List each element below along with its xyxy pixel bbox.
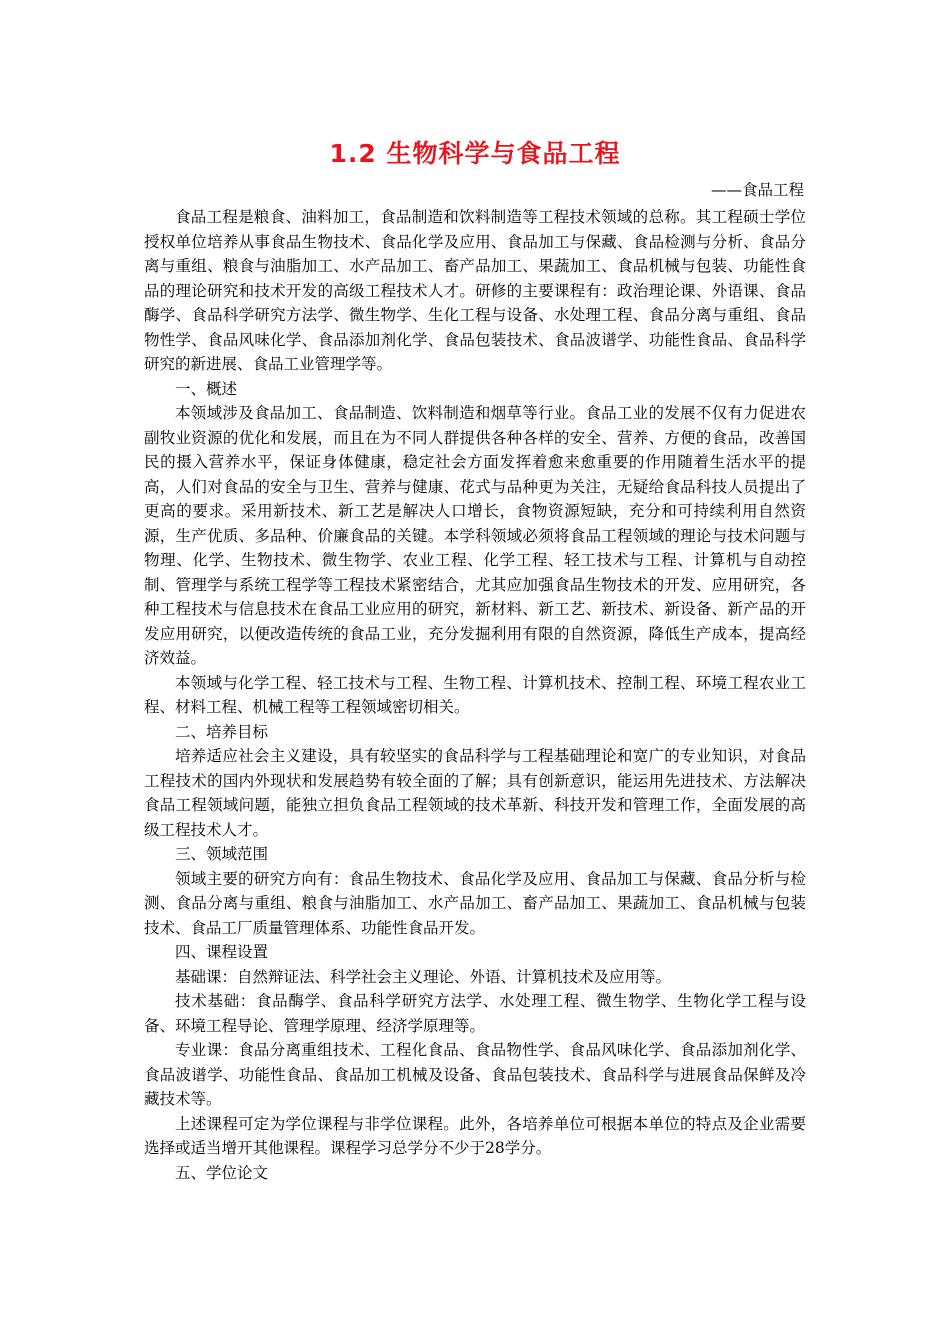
credits-paragraph: 上述课程可定为学位课程与非学位课程。此外，各培养单位可根据本单位的特点及企业需要选择或适当增开其他课程。课程学习总学分不少于28学分。 <box>144 1114 806 1157</box>
related-fields-paragraph: 本领域与化学工程、轻工技术与工程、生物工程、计算机技术、控制工程、环境工程农业工程、材料工程、机械工程等工程领域密切相关。 <box>144 673 806 716</box>
technical-courses-paragraph: 技术基础：食品酶学、食品科学研究方法学、水处理工程、微生物学、生物化学工程与设备、环境工程导论、管理学原理、经济学原理等。 <box>144 992 806 1035</box>
page-title: 1.2 生物科学与食品工程 <box>329 139 621 168</box>
section-heading-goals: 二、培养目标 <box>175 722 269 741</box>
section-heading-overview: 一、概述 <box>175 379 238 398</box>
section-heading-scope: 三、领域范围 <box>175 845 269 863</box>
document-body <box>144 205 806 1185</box>
section-heading-courses: 四、课程设置 <box>175 943 269 961</box>
section-heading-thesis: 五、学位论文 <box>175 1163 269 1182</box>
goals-paragraph: 培养适应社会主义建设，具有较坚实的食品科学与工程基础理论和宽广的专业知识，对食品工程技术的国内外现状和发展趋势有较全面的了解；具有创新意识，能运用先进技术、方法解决食品工程领域问题，能独立担负食品工程领域的技术革新、科技开发和管理工作，全面发展的高级工程技术人才。 <box>144 747 806 839</box>
basic-courses-paragraph: 基础课：自然辩证法、科学社会主义理论、外语、计算机技术及应用等。 <box>175 967 672 986</box>
major-courses-paragraph: 专业课：食品分离重组技术、工程化食品、食品物性学、食品风味化学、食品添加剂化学、食品波谱学、功能性食品、食品加工机械及设备、食品包装技术、食品科学与进展食品保鲜及冷藏技术等。 <box>144 1041 806 1108</box>
subtitle: ——食品工程 <box>710 181 804 199</box>
intro-paragraph: 食品工程是粮食、油料加工，食品制造和饮料制造等工程技术领域的总称。其工程硕士学位授权单位培养从事食品生物技术、食品化学及应用、食品加工与保藏、食品检测与分析、食品分离与重组、粮食与油脂加工、水产品加工、畜产品加工、果蔬加工、食品机械与包装、功能性食品的理论研究和技术开发的高级工程技术人才。研修的主要课程有：政治理论课、外语课、食品酶学、食品科学研究方法学、微生物学、生化工程与设备、水处理工程、食品分离与重组、食品物性学、食品风味化学、食品添加剂化学、食品包装技术、食品波谱学、功能性食品、食品科学研究的新进展、食品工业管理学等。 <box>144 208 806 373</box>
scope-paragraph: 领域主要的研究方向有：食品生物技术、食品化学及应用、食品加工与保藏、食品分析与检测、食品分离与重组、粮食与油脂加工、水产品加工、畜产品加工、果蔬加工、食品机械与包装技术、食品工厂质量管理体系、功能性食品开发。 <box>144 869 806 937</box>
overview-paragraph: 本领域涉及食品加工、食品制造、饮料制造和烟草等行业。食品工业的发展不仅有力促进农副牧业资源的优化和发展，而且在为不同人群提供各种各样的安全、营养、方便的食品，改善国民的摄入营养水平，保证身体健康，稳定社会方面发挥着愈来愈重要的作用随着生活水平的提高，人们对食品的安全与卫生、营养与健康、花式与品种更为关注，无疑给食品科技人员提出了更高的要求。采用新技术、新工艺是解决人口增长，食物资源短缺，充分和可持续利用自然资源，生产优质、多品种、价廉食品的关键。本学科领域必须将食品工程领域的理论与技术问题与物理、化学、生物技术、微生物学、农业工程、化学工程、轻工技术与工程、计算机与自动控制、管理学与系统工程学等工程技术紧密结合，尤其应加强食品生物技术的开发、应用研究，各种工程技术与信息技术在食品工业应用的研究，新材料、新工艺、新技术、新设备、新产品的开发应用研究，以便改造传统的食品工业，充分发掘利用有限的自然资源，降低生产成本，提高经济效益。 <box>144 404 806 667</box>
